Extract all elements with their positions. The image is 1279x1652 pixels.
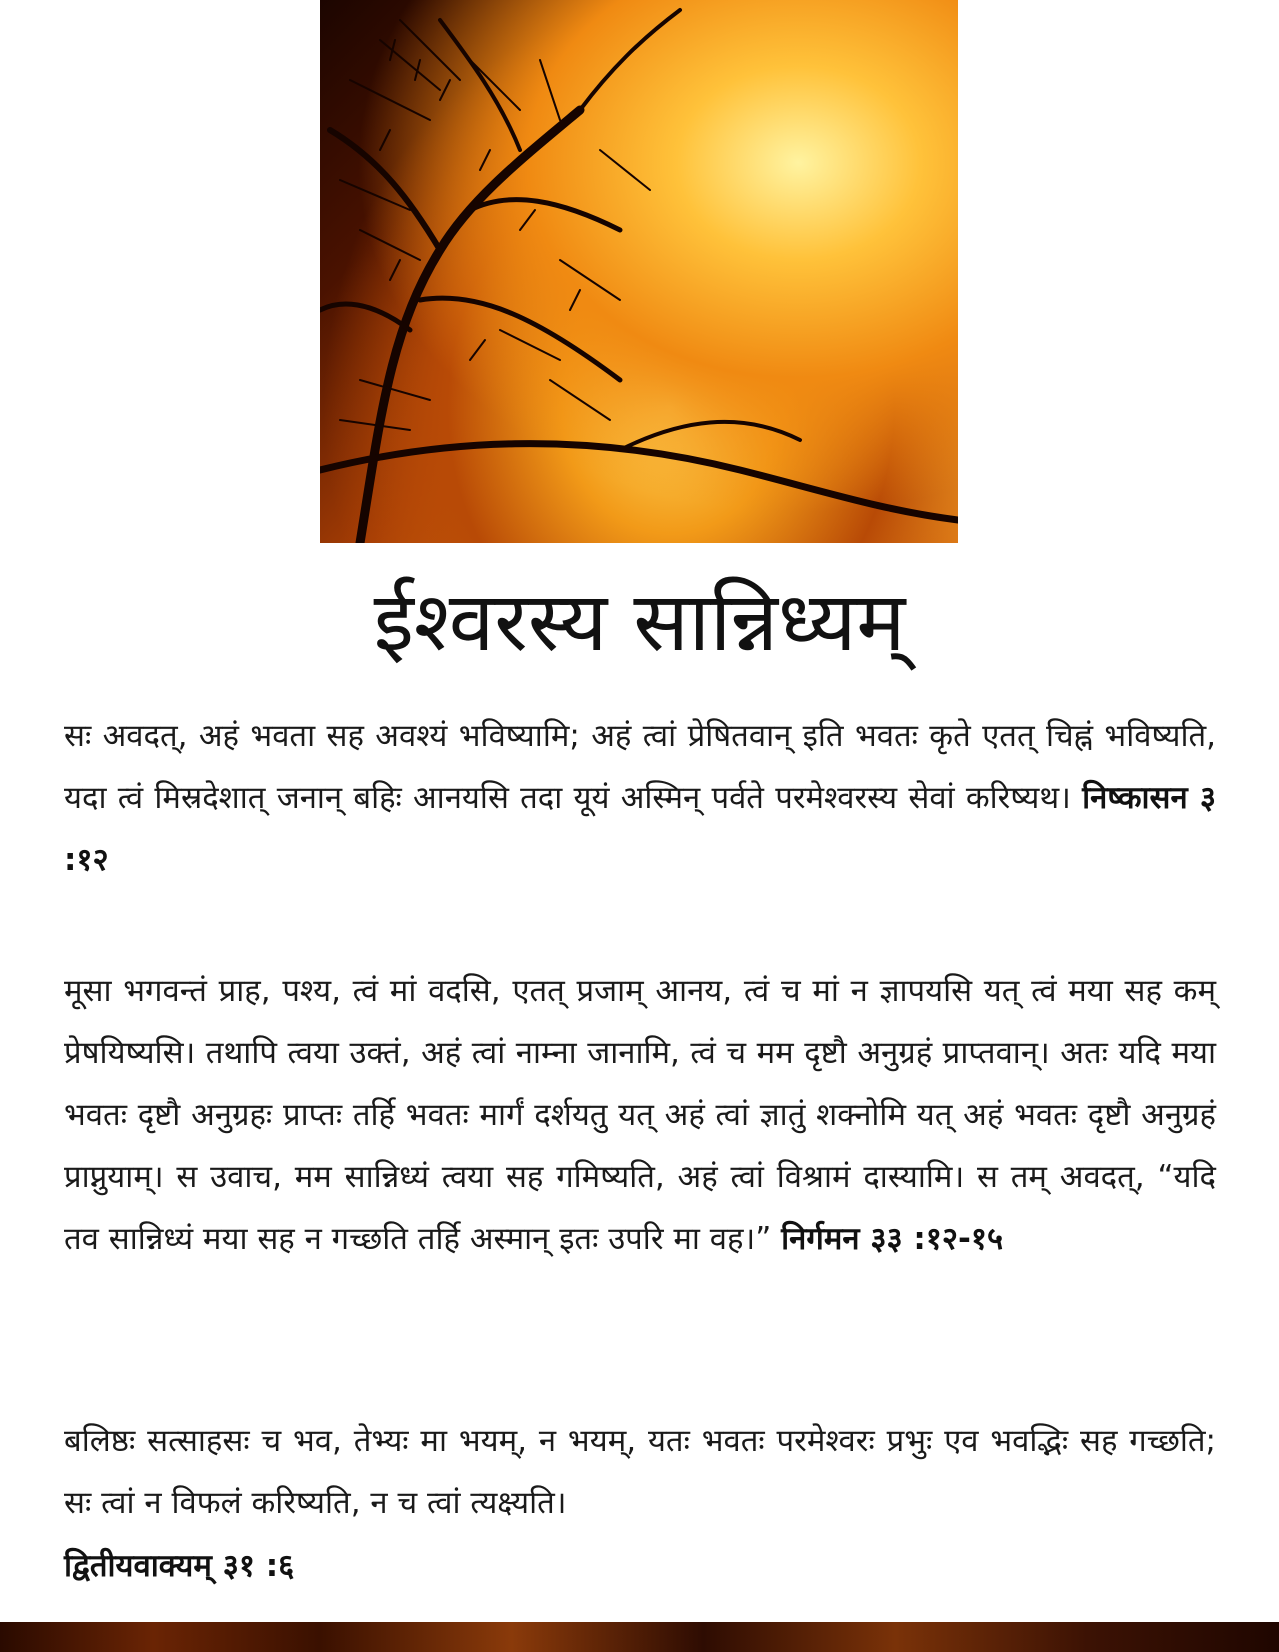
page-title: ईश्वरस्य सान्निध्यम् [373,575,906,670]
hero-image [320,0,958,543]
footer-fire-strip [0,1622,1279,1652]
passage-text: सः अवदत्, अहं भवता सह अवश्यं भविष्यामि; अहं त्वां प्रेषितवान् इति भवतः कृते एतत् चिह्नं भविष्यति, यदा त्वं मिस्रदेशात् जनान् बहिः आनयसि तदा यूयं अस्मिन् पर्वते परमेश्वरस्य सेवां करिष्यथ। [64,718,1216,816]
passage-text: मूसा भगवन्तं प्राह, पश्य, त्वं मां वदसि, एतत् प्रजाम् आनय, त्वं च मां न ज्ञापयसि यत् त्वं मया सह कम् प्रेषयिष्यसि। तथापि त्वया उक्तं, अहं त्वां नाम्ना जानामि, त्वं च मम दृष्टौ अनुग्रहं प्राप्तवान्। अतः यदि मया भवतः दृष्टौ अनुग्रहः प्राप्तः तर्हि भवतः मार्गं दर्शयतु यत् अहं त्वां ज्ञातुं शक्नोमि यत् अहं भवतः दृष्टौ अनुग्रहं प्राप्नुयाम्। स उवाच, मम सान्निध्यं त्वया सह गमिष्यति, अहं त्वां विश्रामं दास्यामि। स तम् अवदत्, “यदि तव सान्निध्यं मया सह न गच्छति तर्हि अस्मान् इतः उपरि मा वह।” [64,973,1216,1257]
burning-tree-icon [320,0,958,543]
scripture-reference: निष्कासन ३ :१२ [64,780,1217,878]
passage-text: बलिष्ठः सत्साहसः च भव, तेभ्यः मा भयम्, न भयम्, यतः भवतः परमेश्वरः प्रभुः एव भवद्भिः सह गच्छति; सः त्वां न विफलं करिष्यति, न च त्वां त्यक्ष्यति। [64,1423,1216,1521]
passage-1 [64,705,1216,891]
scripture-reference: द्वितीयवाक्यम् ३१ :६ [64,1548,295,1584]
passage-2 [64,960,1216,1270]
scripture-reference: निर्गमन ३३ :१२-१५ [781,1221,1004,1257]
passage-3 [64,1410,1216,1534]
